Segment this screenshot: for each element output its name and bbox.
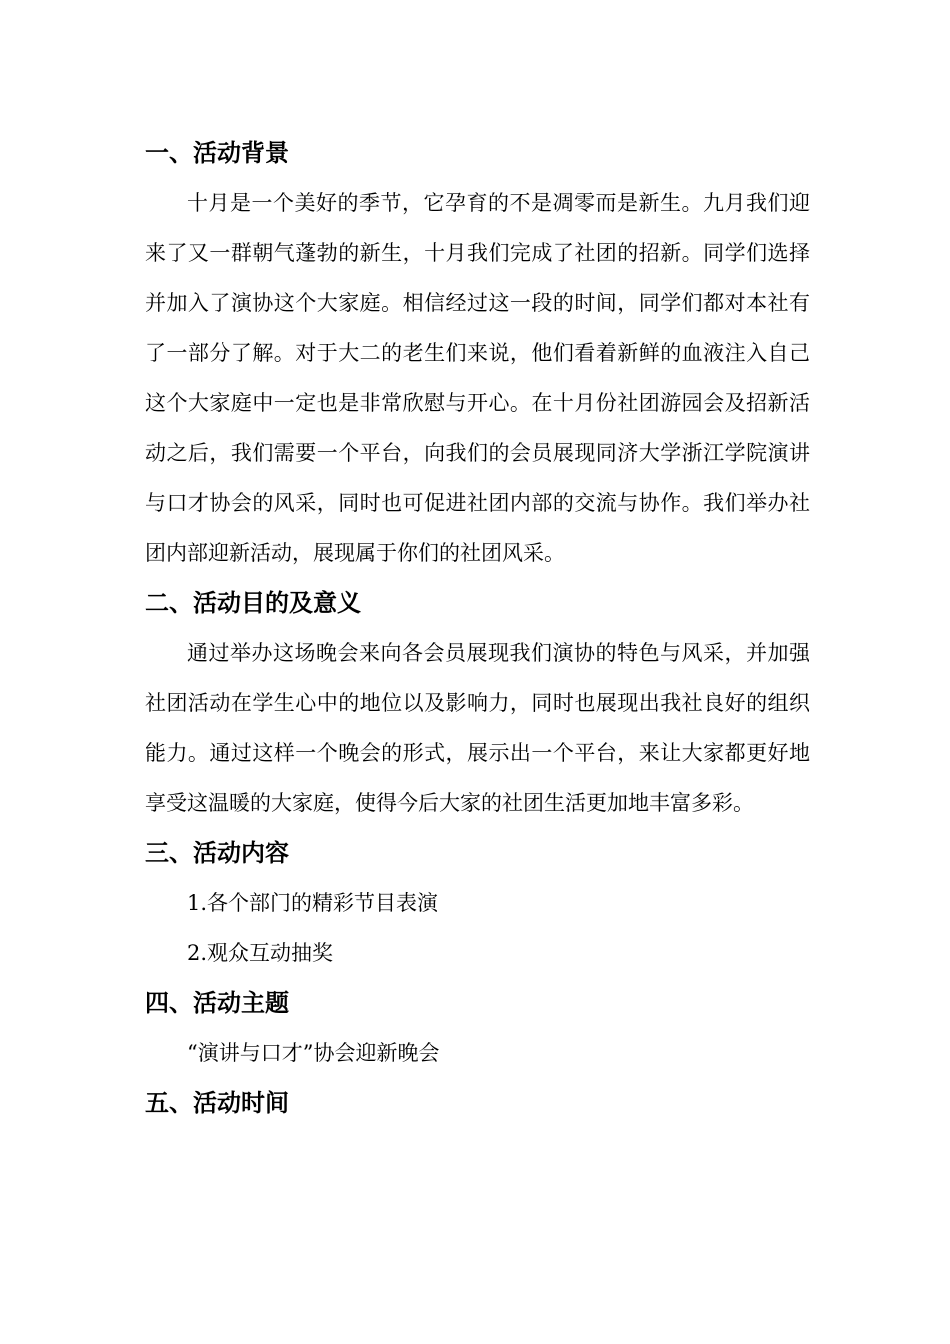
section-paragraph: 通过举办这场晚会来向各会员展现我们演协的特色与风采，并加强社团活动在学生心中的地位以及影响力，同时也展现出我社良好的组织能力。通过这样一个晚会的形式，展示出一个平台，来让大家都更好地享受这温暖的大家庭，使得今后大家的社团生活更加地丰富多彩。 bbox=[145, 641, 810, 815]
section-background bbox=[145, 128, 810, 578]
section-heading: 三、活动内容 bbox=[145, 839, 289, 867]
section-heading: 五、活动时间 bbox=[145, 1089, 289, 1117]
section-heading: 四、活动主题 bbox=[145, 989, 289, 1017]
section-theme bbox=[145, 978, 810, 1078]
section-heading: 二、活动目的及意义 bbox=[145, 589, 361, 617]
list-item: 2.观众互动抽奖 bbox=[187, 941, 334, 965]
section-content bbox=[145, 828, 810, 978]
list-item: “演讲与口才”协会迎新晚会 bbox=[187, 1041, 440, 1065]
section-purpose bbox=[145, 578, 810, 828]
section-heading: 一、活动背景 bbox=[145, 139, 289, 167]
section-time bbox=[145, 1078, 810, 1128]
section-paragraph: 十月是一个美好的季节，它孕育的不是凋零而是新生。九月我们迎来了又一群朝气蓬勃的新生，十月我们完成了社团的招新。同学们选择并加入了演协这个大家庭。相信经过这一段的时间，同学们都对本社有了一部分了解。对于大二的老生们来说，他们看着新鲜的血液注入自己这个大家庭中一定也是非常欣慰与开心。在十月份社团游园会及招新活动之后，我们需要一个平台，向我们的会员展现同济大学浙江学院演讲与口才协会的风采，同时也可促进社团内部的交流与协作。我们举办社团内部迎新活动，展现属于你们的社团风采。 bbox=[145, 191, 810, 565]
list-item: 1.各个部门的精彩节目表演 bbox=[187, 891, 439, 915]
document-body bbox=[145, 128, 810, 1128]
